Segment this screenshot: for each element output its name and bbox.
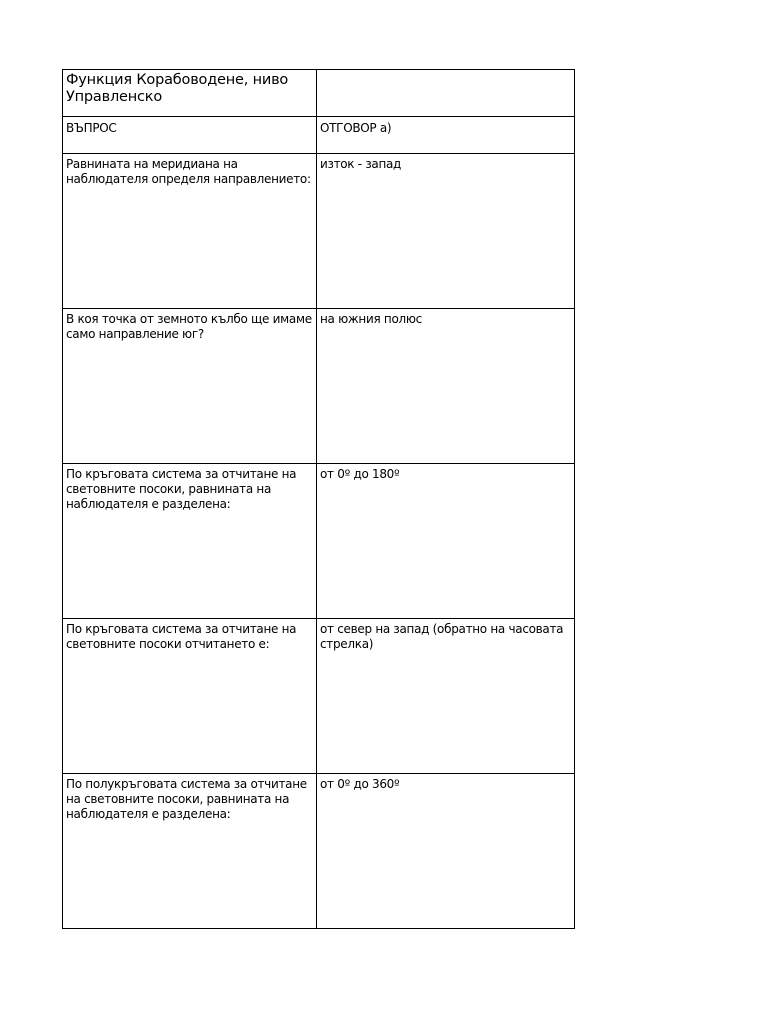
answer-cell: от 0º до 180º [317, 464, 575, 619]
question-cell: По кръговата система за отчитане на световните посоки, равнината на наблюдателя е разделена: [63, 464, 317, 619]
title-right-cell [317, 70, 575, 117]
header-row [63, 117, 575, 154]
question-cell: По полукръговата система за отчитане на световните посоки, равнината на наблюдателя е разделена: [63, 774, 317, 929]
questions-table [62, 69, 575, 929]
document-title: Функция Корабоводене, ниво Управленско [63, 70, 317, 117]
table-row [63, 309, 575, 464]
answer-cell: изток - запад [317, 154, 575, 309]
table-row [63, 619, 575, 774]
answer-cell: от 0º до 360º [317, 774, 575, 929]
answer-cell: на южния полюс [317, 309, 575, 464]
answer-column-header: ОТГОВОР а) [317, 117, 575, 154]
question-cell: Равнината на меридиана на наблюдателя определя направлението: [63, 154, 317, 309]
question-cell: По кръговата система за отчитане на световните посоки отчитането е: [63, 619, 317, 774]
answer-cell: от север на запад (обратно на часовата стрелка) [317, 619, 575, 774]
table-row [63, 464, 575, 619]
table-row [63, 774, 575, 929]
table-row [63, 154, 575, 309]
title-row [63, 70, 575, 117]
question-column-header: ВЪПРОС [63, 117, 317, 154]
question-cell: В коя точка от земното кълбо ще имаме само направление юг? [63, 309, 317, 464]
